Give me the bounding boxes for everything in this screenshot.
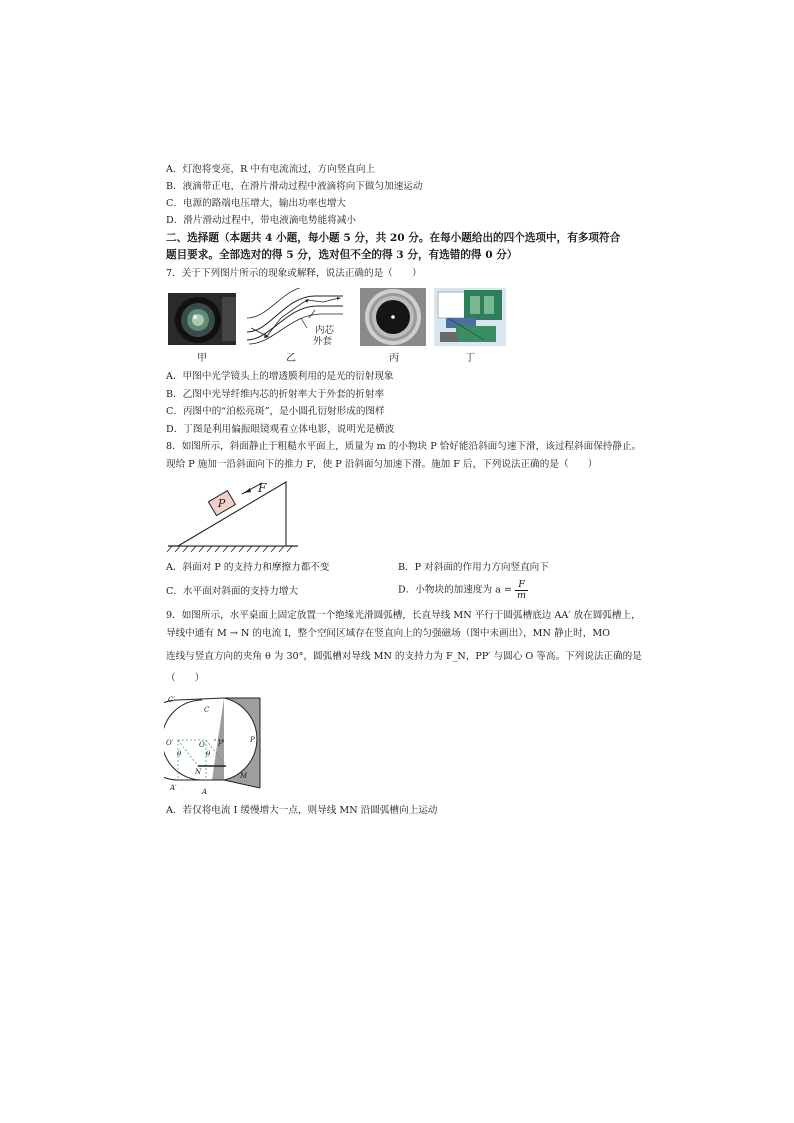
section2-heading-line1: 二、选择题（本题共 4 小题，每小题 5 分，共 20 分。在每小题给出的四个选项中，有多项符合 bbox=[166, 232, 621, 244]
q6-option-a: A．灯泡将变亮，R 中有电流流过，方向竖直向上 bbox=[166, 164, 376, 175]
q8-option-d bbox=[398, 580, 528, 600]
q6-option-b: B．液滴带正电，在滑片滑动过程中液滴将向下做匀加速运动 bbox=[166, 181, 423, 192]
fig-caption-ding: 丁 bbox=[465, 353, 475, 364]
block-p-label: P bbox=[217, 497, 226, 511]
fiber-core-label: 内芯 bbox=[315, 325, 335, 336]
section2-heading-line2: 题目要求。全部选对的得 5 分，选对但不全的得 3 分，有选错的得 0 分） bbox=[166, 249, 518, 261]
q6-option-c: C．电源的路端电压增大，输出功率也增大 bbox=[166, 198, 347, 209]
q9-stem-line4: （ ） bbox=[166, 673, 205, 684]
q7-option-d: D．丁图是利用偏振眼镜观看立体电影，说明光是横波 bbox=[166, 424, 395, 435]
q8-stem-line1: 8．如图所示，斜面静止于粗糙水平面上，质量为 m 的小物块 P 恰好能沿斜面匀速下滑，该过程斜面保持静止。 bbox=[166, 441, 642, 452]
q8-option-a: A．斜面对 P 的支持力和摩擦力都不变 bbox=[166, 562, 330, 573]
fig-caption-yi: 乙 bbox=[286, 353, 296, 364]
q6-option-d: D．滑片滑动过程中，带电液滴电势能将减小 bbox=[166, 215, 356, 226]
label-o: O bbox=[199, 741, 205, 749]
force-f-label: F bbox=[258, 481, 267, 495]
poisson-spot-photo bbox=[360, 288, 426, 346]
label-p-prime: P′ bbox=[218, 740, 225, 748]
camera-lens-photo bbox=[168, 293, 236, 345]
label-n: N bbox=[195, 768, 202, 776]
q9-option-a: A．若仅将电流 I 缓慢增大一点，则导线 MN 沿圆弧槽向上运动 bbox=[166, 805, 438, 816]
label-theta-left: θ bbox=[177, 750, 182, 758]
q7-option-c: C．丙图中的“泊松亮斑”，是小圆孔衍射形成的图样 bbox=[166, 406, 385, 417]
fiber-cladding-label: 外套 bbox=[313, 336, 333, 346]
q7-option-b: B．乙图中光导纤维内芯的折射率大于外套的折射率 bbox=[166, 389, 385, 400]
q8-stem-line2: 现给 P 施加一沿斜面向下的推力 F，使 P 沿斜面匀加速下滑。施加 F 后，下列说法正确的是（ ） bbox=[166, 459, 598, 470]
label-c: C bbox=[204, 706, 210, 714]
fig-caption-jia: 甲 bbox=[197, 353, 207, 364]
fig-caption-bing: 丙 bbox=[389, 353, 399, 364]
q8-option-b: B．P 对斜面的作用力方向竖直向下 bbox=[398, 562, 549, 573]
label-a-prime: A′ bbox=[170, 784, 177, 792]
q7-stem: 7．关于下列图片所示的现象或解释，说法正确的是（ ） bbox=[166, 268, 422, 279]
label-theta-right: θ bbox=[206, 750, 211, 758]
q8-option-c: C．水平面对斜面的支持力增大 bbox=[166, 586, 299, 597]
q9-stem-line3: 连线与竖直方向的夹角 θ 为 30°，圆弧槽对导线 MN 的支持力为 F_N，PP′ 与圆心 O 等高。下列说法正确的是 bbox=[166, 651, 642, 662]
fraction-numerator: F bbox=[515, 580, 528, 591]
label-a: A bbox=[202, 788, 208, 796]
q8-option-d-text: D．小物块的加速度为 a = bbox=[398, 584, 512, 596]
incline-diagram bbox=[164, 478, 304, 554]
q7-option-a: A．甲图中光学镜头上的增透膜利用的是光的衍射现象 bbox=[166, 371, 394, 382]
q9-stem-line1: 9．如图所示，水平桌面上固定放置一个绝缘光滑圆弧槽，长直导线 MN 平行于圆弧槽底边 AA′ 放在圆弧槽上， bbox=[166, 610, 641, 621]
q9-stem-line2: 导线中通有 M → N 的电流 I，整个空间区域存在竖直向上的匀强磁场（图中未画出），MN 静止时，MO bbox=[166, 628, 611, 639]
label-c-prime: C′ bbox=[168, 696, 175, 704]
3d-movie-photo bbox=[434, 288, 506, 346]
optical-fiber-diagram bbox=[245, 288, 345, 346]
label-p: P bbox=[250, 736, 255, 744]
label-m: M bbox=[240, 772, 248, 780]
acceleration-fraction bbox=[515, 580, 528, 600]
label-o-prime: O′ bbox=[166, 739, 174, 747]
arc-groove-diagram bbox=[164, 690, 264, 798]
fraction-denominator: m bbox=[516, 589, 527, 601]
